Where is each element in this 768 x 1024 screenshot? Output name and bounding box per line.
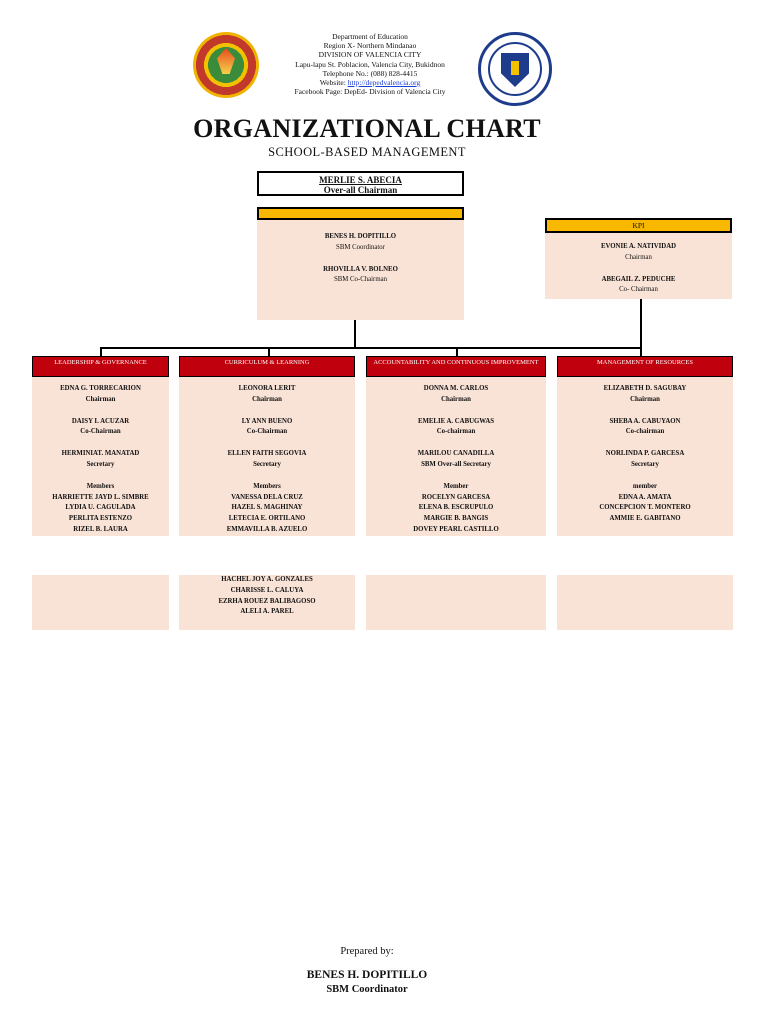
co-chairman-role: SBM Co-Chairman <box>333 276 388 284</box>
page-subtitle: SCHOOL-BASED MANAGEMENT <box>268 145 466 159</box>
prepared-by-label: Prepared by: <box>340 946 394 957</box>
members-label: member <box>632 482 658 490</box>
member-name: HARRIETTE JAYD L. SIMBRE <box>52 493 149 501</box>
member-name: DOVEY PEARL CASTILLO <box>413 525 499 533</box>
secretary-role: Secretary <box>631 460 659 468</box>
committee-extra-box <box>179 575 355 630</box>
co-chairman-name: EMELIE A. CABUGWAS <box>417 417 495 425</box>
prepared-by-role: SBM Coordinator <box>326 984 408 995</box>
website-link[interactable]: http://depedvalencia.org <box>347 78 421 88</box>
coordinator-box <box>257 220 464 320</box>
chairman-role: Chairman <box>630 395 660 403</box>
committee-extra-box <box>557 575 733 630</box>
overall-chairman-box <box>257 171 464 196</box>
letterhead-line: Lapu-lapu St. Poblacion, Valencia City, Bukidnon <box>295 59 445 69</box>
letterhead-line: DIVISION OF VALENCIA CITY <box>318 50 422 60</box>
member-name: AMMIE E. GABITANO <box>609 515 681 523</box>
member-name: HAZEL S. MAGHINAY <box>231 504 303 512</box>
chairman-name: DONNA M. CARLOS <box>423 385 489 392</box>
member-name: ALELI A. PAREL <box>240 608 294 616</box>
website-label: Website: <box>319 78 346 88</box>
co-chairman-role: Co-chairman <box>436 428 476 436</box>
co-chairman-name: SHEBA A. CABUYAON <box>609 417 681 425</box>
letterhead-line: Telephone No.: (088) 828-4415 <box>322 68 418 78</box>
chairman-role: Chairman <box>441 395 471 403</box>
kpi-chairman-name: EVONIE A. NATIVIDAD <box>600 243 677 250</box>
chairman-name: ELIZABETH D. SAGUBAY <box>603 385 687 392</box>
member-name: LYDIA U. CAGULADA <box>65 504 136 512</box>
co-chairman-role: Co-Chairman <box>80 428 121 436</box>
chairman-role: Chairman <box>85 395 116 403</box>
chairman-name: EDNA G. TORRECARION <box>60 385 141 392</box>
letterhead-line: Region X- Northern Mindanao <box>323 41 417 51</box>
kpi-box <box>545 233 732 299</box>
prepared-by-name: BENES H. DOPITILLO <box>306 969 428 981</box>
co-chairman-role: Co-chairman <box>625 428 665 436</box>
member-name: HACHEL JOY A. GONZALES <box>221 576 313 583</box>
coordinator-role: SBM Coordinator <box>336 243 385 251</box>
committee-box <box>557 377 733 536</box>
page-title: ORGANIZATIONAL CHART <box>193 114 541 143</box>
member-name: EZRHA ROUEZ BALIBAGOSO <box>218 597 316 605</box>
committee-heading: LEADERSHIP & GOVERNANCE <box>32 356 169 377</box>
connector-line <box>354 320 356 348</box>
kpi-chairman-role: Chairman <box>625 253 652 261</box>
committee-box <box>366 377 546 536</box>
members-label: Member <box>443 482 469 490</box>
committee-extra-box <box>366 575 546 630</box>
committee-heading: ACCOUNTABILITY AND CONTINUOUS IMPROVEMENT <box>366 356 546 377</box>
connector-line <box>100 347 642 349</box>
members-label: Members <box>86 482 115 490</box>
chairman-name: LEONORA LERIT <box>238 385 296 392</box>
letterhead-line: Department of Education <box>332 32 408 41</box>
committee-heading: MANAGEMENT OF RESOURCES <box>557 356 733 377</box>
kpi-header: KPI <box>545 218 732 233</box>
member-name: CHARISSE L. CALUYA <box>230 586 304 594</box>
kpi-co-chairman-name: ABEGAIL Z. PEDUCHE <box>601 275 676 283</box>
committee-heading: CURRICULUM & LEARNING <box>179 356 355 377</box>
facebook-line: Facebook Page: DepEd- Division of Valencia City <box>294 87 446 97</box>
kagawaran-ng-edukasyon-seal <box>478 32 552 106</box>
co-chairman-name: DAISY I. ACUZAR <box>71 417 130 425</box>
co-chairman-role: Co-Chairman <box>246 428 288 436</box>
secretary-role: SBM Over-all Secretary <box>421 460 491 468</box>
member-name: ELENA B. ESCRUPULO <box>418 504 494 512</box>
secretary-name: NORLINDA P. GARCESA <box>605 450 685 458</box>
committee-extra-box <box>32 575 169 630</box>
committee-box <box>179 377 355 536</box>
chairman-role: Chairman <box>252 395 282 403</box>
deped-division-seal <box>193 32 259 98</box>
secretary-name: HERMINIAT. MANATAD <box>61 450 140 458</box>
member-name: PERLITA ESTENZO <box>68 515 133 523</box>
co-chairman-name: RHOVILLA V. BOLNEO <box>323 265 398 273</box>
member-name: EMMAVILLA B. AZUELO <box>226 525 308 533</box>
coordinator-bar <box>257 207 464 220</box>
member-name: LETECIA E. ORTILANO <box>228 515 306 523</box>
website-line <box>270 78 470 87</box>
coordinator-name: BENES H. DOPITILLO <box>324 233 397 240</box>
secretary-role: Secretary <box>253 460 281 468</box>
overall-chairman-role: Over-all Chairman <box>323 185 398 195</box>
co-chairman-name: LY ANN BUENO <box>241 417 293 425</box>
secretary-name: ELLEN FAITH SEGOVIA <box>227 450 307 458</box>
secretary-name: MARILOU CANADILLA <box>417 450 495 458</box>
secretary-role: Secretary <box>86 460 115 468</box>
member-name: CONCEPCION T. MONTERO <box>599 504 691 512</box>
letterhead <box>270 32 470 96</box>
members-label: Members <box>253 482 281 490</box>
member-name: VANESSA DELA CRUZ <box>231 493 303 501</box>
member-name: RIZEL B. LAURA <box>73 525 128 533</box>
member-name: MARGIE B. BANGIS <box>423 515 489 523</box>
member-name: EDNA A. AMATA <box>618 493 672 501</box>
kpi-co-chairman-role: Co- Chairman <box>619 286 658 294</box>
member-name: ROCELYN GARCESA <box>421 493 491 501</box>
committee-box <box>32 377 169 536</box>
overall-chairman-name: MERLIE S. ABECIA <box>319 175 402 185</box>
connector-line <box>640 299 642 348</box>
